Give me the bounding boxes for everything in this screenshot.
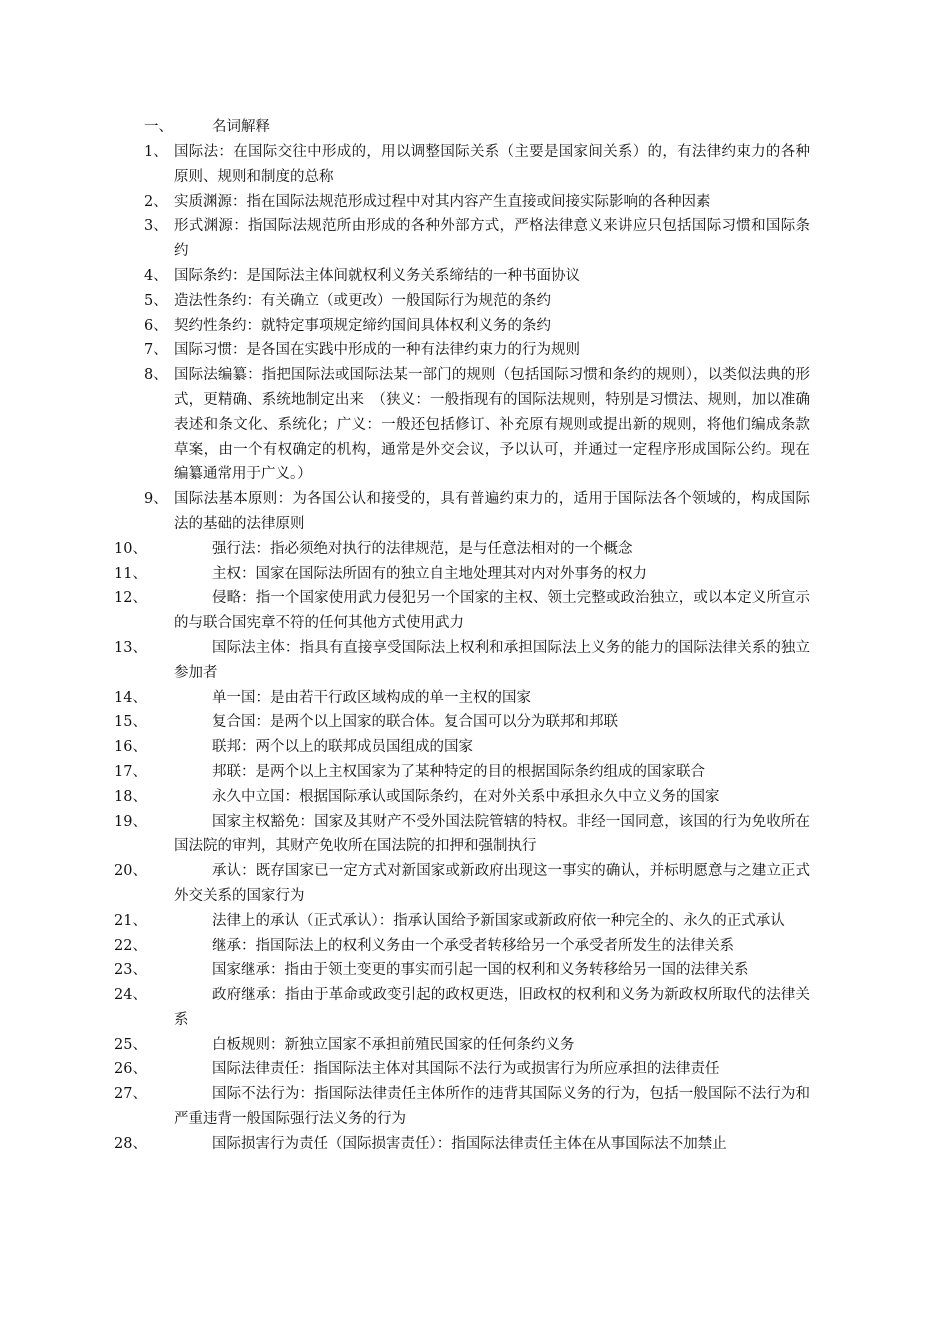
list-item [114, 1057, 810, 1082]
item-text: 国际法律责任：指国际法主体对其国际不法行为或损害行为所应承担的法律责任 [212, 1061, 720, 1078]
list-item [114, 760, 810, 785]
item-text: 复合国：是两个以上国家的联合体。复合国可以分为联邦和邦联 [212, 714, 618, 731]
item-number: 7、 [144, 342, 168, 359]
item-text: 永久中立国：根据国际承认或国际条约，在对外关系中承担永久中立义务的国家 [212, 788, 720, 805]
item-text: 国际习惯：是各国在实践中形成的一种有法律约束力的行为规则 [174, 342, 580, 359]
item-number: 6、 [144, 317, 168, 334]
list-item [114, 859, 810, 909]
list-item [114, 983, 810, 1033]
list-item [114, 810, 810, 860]
item-text: 继承：指国际法上的权利义务由一个承受者转移给另一个承受者所发生的法律关系 [212, 937, 734, 954]
list-item [114, 636, 810, 686]
list-item [144, 338, 810, 363]
section-heading [144, 115, 810, 140]
item-number: 17、 [114, 763, 147, 780]
item-text: 主权：国家在国际法所固有的独立自主地处理其对内对外事务的权力 [212, 565, 647, 582]
list-item [144, 140, 810, 190]
item-text: 强行法：指必须绝对执行的法律规范，是与任意法相对的一个概念 [212, 540, 633, 557]
item-number: 10、 [114, 540, 147, 557]
item-text: 国际法：在国际交往中形成的，用以调整国际关系（主要是国家间关系）的，有法律约束力的各种原则、规则和制度的总称 [174, 144, 810, 185]
item-text: 单一国：是由若干行政区域构成的单一主权的国家 [212, 689, 531, 706]
list-item [144, 487, 810, 537]
item-number: 14、 [114, 689, 147, 706]
list-item [144, 264, 810, 289]
list-item [144, 289, 810, 314]
item-number: 27、 [114, 1086, 147, 1103]
item-text: 侵略：指一个国家使用武力侵犯另一个国家的主权、领土完整或政治独立，或以本定义所宣示的与联合国宪章不符的任何其他方式使用武力 [174, 590, 810, 632]
item-text: 承认：既存国家已一定方式对新国家或新政府出现这一事实的确认，并标明愿意与之建立正式外交关系的国家行为 [174, 863, 810, 904]
item-text: 国际不法行为：指国际法律责任主体所作的违背其国际义务的行为，包括一般国际不法行为和严重违背一般国际强行法义务的行为 [174, 1086, 810, 1128]
list-item [114, 785, 810, 810]
list-item [114, 710, 810, 735]
item-number: 8、 [144, 367, 168, 384]
list-item [114, 537, 810, 562]
item-number: 24、 [114, 987, 147, 1004]
item-number: 3、 [144, 218, 168, 235]
item-text: 契约性条约：就特定事项规定缔约国间具体权利义务的条约 [174, 317, 551, 334]
item-text: 实质渊源：指在国际法规范形成过程中对其内容产生直接或间接实际影响的各种因素 [174, 193, 711, 210]
item-number: 19、 [114, 813, 147, 830]
item-text: 国际法基本原则：为各国公认和接受的，具有普遍约束力的，适用于国际法各个领域的，构成国际法的基础的法律原则 [174, 491, 810, 532]
item-number: 1、 [144, 144, 168, 160]
item-text: 国家主权豁免：国家及其财产不受外国法院管辖的特权。非经一国同意，该国的行为免收所在国法院的审判，其财产免收所在国法院的扣押和强制执行 [174, 813, 810, 855]
list-item [114, 686, 810, 711]
item-number: 15、 [114, 714, 147, 731]
list-item [114, 1033, 810, 1058]
item-text: 联邦：两个以上的联邦成员国组成的国家 [212, 739, 473, 756]
item-text: 国际条约：是国际法主体间就权利义务关系缔结的一种书面协议 [174, 267, 580, 284]
item-text: 形式渊源：指国际法规范所由形成的各种外部方式，严格法律意义来讲应只包括国际习惯和国际条约 [174, 218, 810, 260]
section-title: 名词解释 [212, 119, 270, 135]
list-item [144, 214, 810, 264]
list-item [114, 1132, 810, 1157]
document-content [114, 115, 810, 1157]
list-item [114, 958, 810, 983]
item-number: 11、 [114, 565, 147, 582]
item-number: 12、 [114, 590, 147, 607]
list-item [144, 314, 810, 339]
section-number: 一、 [144, 119, 173, 135]
item-number: 22、 [114, 937, 147, 954]
item-number: 16、 [114, 739, 147, 756]
item-text: 国家继承：指由于领土变更的事实而引起一国的权利和义务转移给另一国的法律关系 [212, 962, 749, 979]
list-item [114, 1082, 810, 1132]
item-number: 2、 [144, 193, 168, 210]
list-item [114, 934, 810, 959]
item-number: 13、 [114, 639, 147, 656]
item-number: 23、 [114, 962, 147, 979]
item-text: 邦联：是两个以上主权国家为了某种特定的目的根据国际条约组成的国家联合 [212, 763, 705, 780]
item-text: 国际损害行为责任（国际损害责任）：指国际法律责任主体在从事国际法不加禁止 [212, 1135, 727, 1152]
item-number: 26、 [114, 1061, 147, 1078]
item-text: 造法性条约：有关确立（或更改）一般国际行为规范的条约 [174, 292, 551, 309]
list-item [114, 909, 810, 934]
item-text: 政府继承：指由于革命或政变引起的政权更迭，旧政权的权利和义务为新政权所取代的法律关系 [174, 987, 810, 1028]
item-number: 4、 [144, 267, 168, 284]
list-item [114, 735, 810, 760]
item-text: 国际法编纂：指把国际法或国际法某一部门的规则（包括国际习惯和条约的规则），以类似法典的形式，更精确、系统地制定出来 （狭义：一般指现有的国际法规则，特别是习惯法、规则，加以准确表述和条文化、系统化；广义：一般还包括修订、补充原有规则或提出新的规则，将他们编成条款草案，由一个有权确定的机构，通常是外交会议，予以认可，并通过一定程序形成国际公约。现在编纂通常用于广义。） [174, 367, 810, 483]
list-item [114, 562, 810, 587]
item-number: 9、 [144, 491, 168, 508]
item-text: 国际法主体：指具有直接享受国际法上权利和承担国际法上义务的能力的国际法律关系的独立参加者 [174, 639, 810, 681]
item-number: 25、 [114, 1036, 147, 1053]
item-text: 白板规则：新独立国家不承担前殖民国家的任何条约义务 [212, 1036, 575, 1053]
item-number: 5、 [144, 292, 168, 309]
list-item [144, 363, 810, 487]
list-item [144, 190, 810, 215]
item-number: 20、 [114, 863, 147, 880]
item-number: 28、 [114, 1135, 147, 1152]
item-number: 21、 [114, 912, 147, 929]
list-item [114, 586, 810, 636]
item-text: 法律上的承认（正式承认）：指承认国给予新国家或新政府依一种完全的、永久的正式承认 [212, 912, 785, 929]
item-number: 18、 [114, 788, 147, 805]
